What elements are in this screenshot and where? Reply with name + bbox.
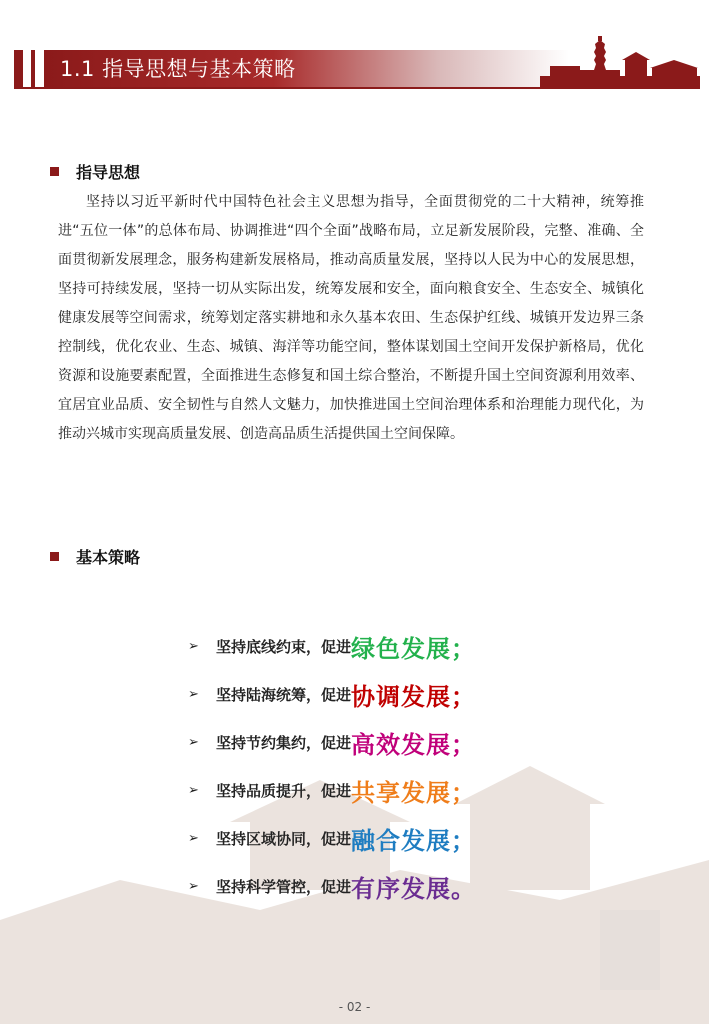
strategy-emphasis: 高效发展	[351, 730, 452, 759]
strategy-item	[188, 814, 476, 862]
header-accent-bar-thin	[31, 50, 35, 88]
strategy-suffix: ；	[451, 682, 477, 711]
arrow-bullet-icon: ➢	[188, 638, 199, 654]
strategy-emphasis: 有序发展	[351, 874, 452, 903]
strategy-list	[188, 622, 476, 910]
strategy-item	[188, 670, 476, 718]
strategy-suffix: ；	[451, 826, 477, 855]
city-skyline-icon	[540, 36, 700, 88]
bullet-square-icon	[50, 167, 59, 176]
arrow-bullet-icon: ➢	[188, 734, 199, 750]
arrow-bullet-icon: ➢	[188, 686, 199, 702]
strategy-emphasis: 共享发展	[351, 778, 452, 807]
strategy-item	[188, 622, 476, 670]
strategy-suffix: ；	[451, 778, 477, 807]
strategy-suffix: ；	[451, 634, 477, 663]
strategy-item	[188, 718, 476, 766]
arrow-bullet-icon: ➢	[188, 830, 199, 846]
strategy-prefix: 坚持科学管控，促进	[216, 877, 352, 896]
strategy-prefix: 坚持陆海统筹，促进	[216, 685, 352, 704]
strategy-prefix: 坚持区域协同，促进	[216, 829, 352, 848]
strategy-heading-text: 基本策略	[76, 548, 141, 567]
strategy-prefix: 坚持节约集约，促进	[216, 733, 352, 752]
strategy-suffix: 。	[451, 874, 477, 903]
section-header	[14, 50, 700, 88]
arrow-bullet-icon: ➢	[188, 782, 199, 798]
strategy-item	[188, 862, 476, 910]
page-number: - 02 -	[338, 1000, 371, 1014]
guiding-heading	[50, 160, 140, 183]
guiding-heading-text: 指导思想	[76, 163, 141, 182]
header-accent-bar	[14, 50, 23, 88]
strategy-prefix: 坚持品质提升，促进	[216, 781, 352, 800]
strategy-emphasis: 绿色发展	[351, 634, 452, 663]
arrow-bullet-icon: ➢	[188, 878, 199, 894]
strategy-emphasis: 融合发展	[351, 826, 452, 855]
strategy-emphasis: 协调发展	[351, 682, 452, 711]
strategy-heading	[50, 545, 140, 568]
section-title: 1.1 指导思想与基本策略	[60, 57, 296, 81]
bullet-square-icon	[50, 552, 59, 561]
strategy-suffix: ；	[451, 730, 477, 759]
strategy-item	[188, 766, 476, 814]
strategy-prefix: 坚持底线约束，促进	[216, 637, 352, 656]
guiding-paragraph: 坚持以习近平新时代中国特色社会主义思想为指导，全面贯彻党的二十大精神，统筹推进“五位一体”的总体布局、协调推进“四个全面”战略布局，立足新发展阶段，完整、准确、全面贯彻新发展理念，服务构建新发展格局，推动高质量发展，坚持以人民为中心的发展思想，坚持可持续发展，坚持一切从实际出发，统筹发展和安全，面向粮食安全、生态安全、城镇化健康发展等空间需求，统筹划定落实耕地和永久基本农田、生态保护红线、城镇开发边界三条控制线，优化农业、生态、城镇、海洋等功能空间，整体谋划国土空间开发保护新格局，优化资源和设施要素配置，全面推进生态修复和国土综合整治，不断提升国土空间资源利用效率、宜居宜业品质、安全韧性与自然人文魅力，加快推进国土空间治理体系和治理能力现代化，为推动兴城市实现高质量发展、创造高品质生活提供国土空间保障。	[58, 194, 644, 442]
